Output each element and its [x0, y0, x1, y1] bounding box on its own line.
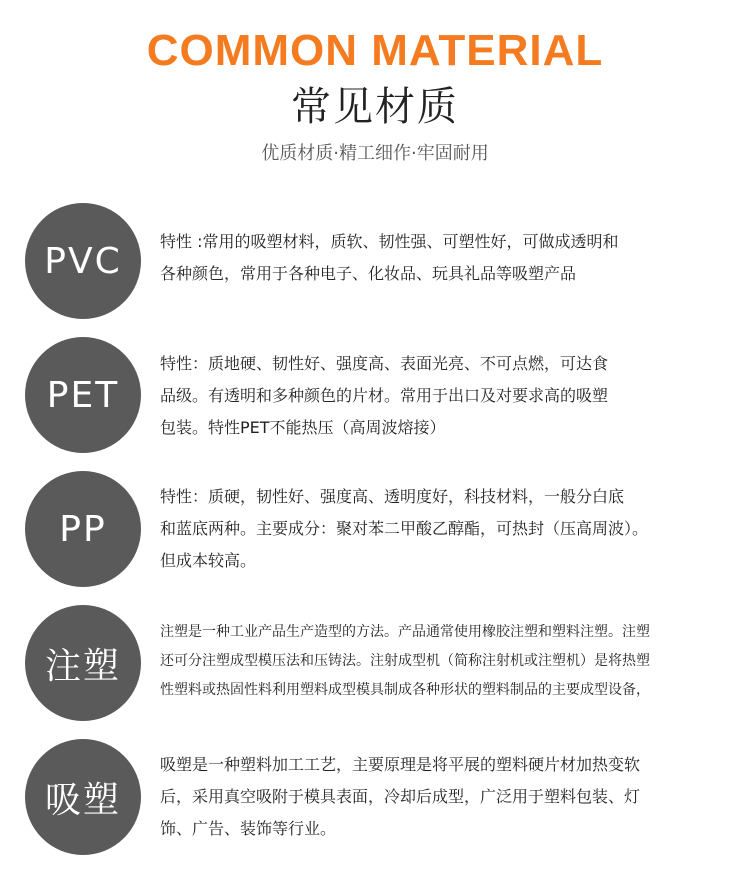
description-line: 但成本较高。	[160, 551, 257, 570]
material-badge: 吸塑	[25, 739, 141, 855]
description-line: 和蓝底两种。主要成分：聚对苯二甲酸乙醇酯，可热封（压高周波）。	[160, 519, 649, 538]
material-badge: 注塑	[25, 605, 141, 721]
material-description	[160, 348, 748, 444]
description-line: 特性 :常用的吸塑材料，质软、韧性强、可塑性好，可做成透明和	[160, 232, 619, 251]
description-line: 特性：质地硬、韧性好、强度高、表面光亮、不可点燃，可达食	[160, 354, 609, 373]
description-line: 还可分注塑成型模压法和压铸法。注射成型机（简称注射机或注塑机）是将热塑	[160, 653, 650, 669]
description-line: 各种颜色，常用于各种电子、化妆品、玩具礼品等吸塑产品	[160, 264, 577, 283]
material-description	[160, 481, 748, 577]
material-badge: PP	[25, 471, 141, 587]
title-english: COMMON MATERIAL	[146, 26, 604, 75]
subtitle: 优质材质·精工细作·牢固耐用	[261, 143, 489, 164]
material-badge: PVC	[25, 203, 141, 319]
material-badge: PET	[25, 337, 141, 453]
description-line: 品级。有透明和多种颜色的片材。常用于出口及对要求高的吸塑	[160, 386, 609, 405]
description-line: 特性：质硬，韧性好、强度高、透明度好，科技材料，一般分白底	[160, 487, 625, 506]
material-description	[160, 618, 748, 705]
description-line: 性塑料或热固性料利用塑料成型模具制成各种形状的塑料制品的主要成型设备，	[160, 682, 650, 698]
material-description	[160, 749, 748, 845]
description-line: 吸塑是一种塑料加工工艺，主要原理是将平展的塑料硬片材加热变软	[160, 755, 641, 774]
material-description	[160, 226, 748, 290]
description-line: 包装。特性PET不能热压（高周波熔接）	[160, 418, 446, 437]
description-line: 后，采用真空吸附于模具表面，冷却后成型，广泛用于塑料包装、灯	[160, 787, 641, 806]
description-line: 饰、广告、装饰等行业。	[160, 819, 337, 838]
description-line: 注塑是一种工业产品生产造型的方法。产品通常使用橡胶注塑和塑料注塑。注塑	[160, 624, 650, 640]
title-chinese: 常见材质	[291, 84, 459, 130]
